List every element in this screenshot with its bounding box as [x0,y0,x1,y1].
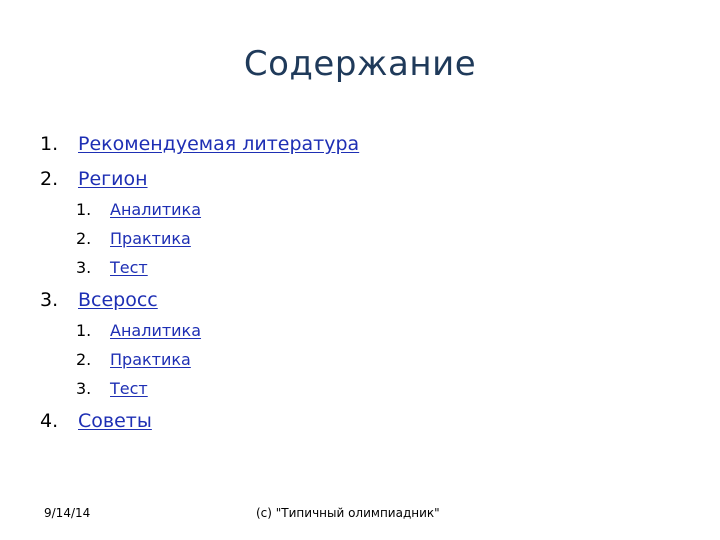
toc-item-number: 1. [40,133,59,155]
toc-link-vseross-analytics[interactable]: Аналитика [110,321,202,340]
toc-subitem-vseross-1 [76,321,201,340]
toc-subitem-number: 2. [76,229,92,248]
toc-link-region-test[interactable]: Тест [110,258,148,277]
toc-item-number: 4. [40,410,59,432]
toc-item-2 [40,168,148,190]
toc-link-region-practice[interactable]: Практика [110,229,191,248]
toc-subitem-vseross-2 [76,350,191,369]
toc-subitem-vseross-3 [76,379,148,398]
slide-title: Содержание [243,44,477,84]
toc-item-number: 3. [40,289,59,311]
toc-subitem-region-3 [76,258,148,277]
toc-subitem-region-2 [76,229,191,248]
toc-subitem-number: 2. [76,350,92,369]
toc-link-advice[interactable]: Советы [78,410,152,432]
toc-link-region-analytics[interactable]: Аналитика [110,200,202,219]
toc-link-vseross-practice[interactable]: Практика [110,350,191,369]
toc-subitem-region-1 [76,200,201,219]
toc-item-3 [40,289,158,311]
toc-link-vseross-test[interactable]: Тест [110,379,148,398]
footer-copyright: (c) "Типичный олимпиадник" [256,506,440,520]
toc-item-number: 2. [40,168,59,190]
toc-link-vseross[interactable]: Всеросс [78,289,158,311]
toc-subitem-number: 1. [76,321,92,340]
toc-subitem-number: 1. [76,200,92,219]
toc-item-4 [40,410,152,432]
toc-subitem-number: 3. [76,258,92,277]
toc-item-1 [40,133,359,155]
toc-link-recommended-literature[interactable]: Рекомендуемая литература [78,133,360,155]
footer-date: 9/14/14 [44,506,91,520]
toc-subitem-number: 3. [76,379,92,398]
toc-link-region[interactable]: Регион [78,168,148,190]
